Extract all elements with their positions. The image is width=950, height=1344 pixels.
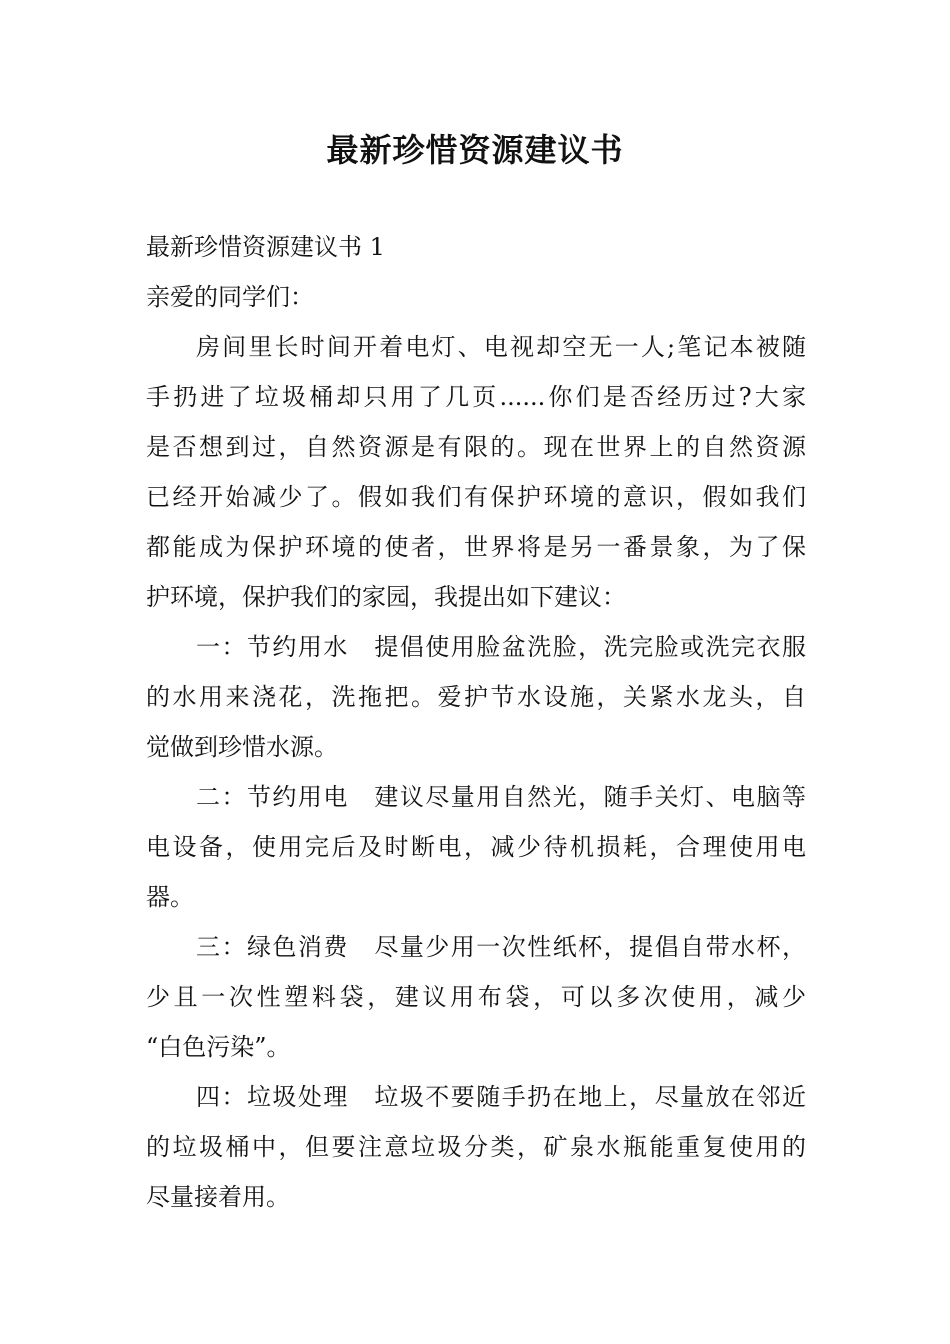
body-line: 觉做到珍惜水源。 — [146, 733, 338, 761]
body-line: 尽量接着用。 — [146, 1183, 290, 1211]
document-body — [146, 222, 806, 1222]
body-line: 三：绿色消费 尽量少用一次性纸杯，提倡自带水杯， — [196, 933, 806, 961]
document-title: 最新珍惜资源建议书 — [326, 131, 624, 169]
body-line: 亲爱的同学们： — [146, 283, 314, 311]
body-line: 手扔进了垃圾桶却只用了几页......你们是否经历过?大家 — [146, 383, 806, 411]
body-line: 已经开始减少了。假如我们有保护环境的意识，假如我们 — [146, 483, 806, 511]
body-line: 的垃圾桶中，但要注意垃圾分类，矿泉水瓶能重复使用的 — [146, 1133, 806, 1161]
body-line: 是否想到过，自然资源是有限的。现在世界上的自然资源 — [146, 433, 806, 461]
body-line: 的水用来浇花，洗拖把。爱护节水设施，关紧水龙头，自 — [146, 683, 806, 711]
body-line: 电设备，使用完后及时断电，减少待机损耗，合理使用电 — [146, 833, 806, 861]
body-line: “白色污染”。 — [146, 1033, 291, 1061]
body-line: 四：垃圾处理 垃圾不要随手扔在地上，尽量放在邻近 — [196, 1083, 806, 1111]
body-line: 护环境，保护我们的家园，我提出如下建议： — [146, 583, 626, 611]
body-line: 房间里长时间开着电灯、电视却空无一人;笔记本被随 — [196, 333, 806, 361]
body-line: 最新珍惜资源建议书 1 — [146, 233, 385, 261]
body-line: 器。 — [146, 883, 194, 911]
body-line: 二：节约用电 建议尽量用自然光，随手关灯、电脑等 — [196, 783, 806, 811]
body-line: 少且一次性塑料袋，建议用布袋，可以多次使用，减少 — [146, 983, 806, 1011]
body-line: 一：节约用水 提倡使用脸盆洗脸，洗完脸或洗完衣服 — [196, 633, 806, 661]
body-line: 都能成为保护环境的使者，世界将是另一番景象，为了保 — [146, 533, 806, 561]
